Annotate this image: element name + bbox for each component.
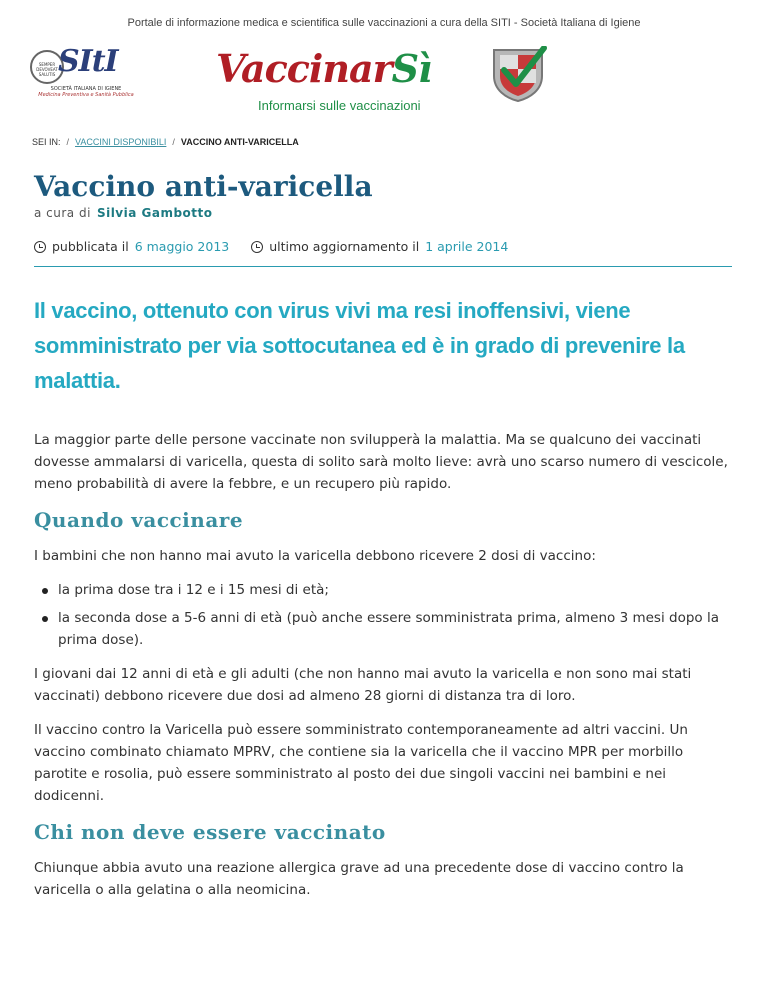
paragraph: Il vaccino contro la Varicella può essere somministrato contemporaneamente ad altri vaccini. Un vaccino combinato chiamato MPRV, che contiene sia la varicella che il vaccino MPR per morbillo parotite e rosolia, può essere somministrato al posto dei due singoli vaccini nei bambini e nei dodicenni. bbox=[34, 722, 688, 804]
siti-seal-icon: SEMPER DEVOVEAT SALUTIS bbox=[30, 50, 64, 84]
article-lead: Il vaccino, ottenuto con virus vivi ma resi inoffensivi, viene somministrato per via sottocutanea ed è in grado di prevenire la malattia. bbox=[34, 298, 685, 393]
dose-list bbox=[34, 579, 732, 651]
clock-icon bbox=[251, 241, 263, 253]
updated-info: ultimo aggiornamento il 1 aprile 2014 bbox=[251, 239, 508, 254]
siti-logo-subtitle: SOCIETÀ ITALIANA DI IGIENE Medicina Preventiva e Sanità Pubblica bbox=[38, 86, 134, 98]
article-body bbox=[34, 429, 732, 913]
vaccinarsi-logo[interactable] bbox=[216, 46, 556, 116]
section-heading-quando: Quando vaccinare bbox=[34, 508, 244, 532]
paragraph: I bambini che non hanno mai avuto la varicella debbono ricevere 2 dosi di vaccino: bbox=[34, 548, 596, 564]
updated-date: 1 aprile 2014 bbox=[425, 239, 509, 254]
siti-logo-mark: SItI bbox=[58, 44, 118, 79]
brand-tagline: Informarsi sulle vaccinazioni bbox=[258, 98, 421, 113]
paragraph: I giovani dai 12 anni di età e gli adulti (che non hanno mai avuto la varicella e non sono mai stati vaccinati) debbono ricevere due dosi ad almeno 28 giorni di distanza tra di loro. bbox=[34, 666, 692, 704]
published-date: 6 maggio 2013 bbox=[134, 239, 230, 254]
paragraph: Chiunque abbia avuto una reazione allergica grave ad una precedente dose di vaccino contro la varicella o alla gelatina o alla neomicina. bbox=[34, 860, 684, 898]
breadcrumb: SEI IN: / VACCINI DISPONIBILI / VACCINO ANTI-VARICELLA bbox=[32, 137, 299, 147]
article-meta bbox=[34, 239, 508, 254]
byline: a cura di Silvia Gambotto bbox=[34, 206, 213, 220]
breadcrumb-link-vaccini[interactable]: VACCINI DISPONIBILI bbox=[75, 137, 167, 147]
page-title: Vaccino anti-varicella bbox=[34, 170, 373, 203]
clock-icon bbox=[34, 241, 46, 253]
list-item: la seconda dose a 5-6 anni di età (può anche essere somministrata prima, almeno 3 mesi dopo la prima dose). bbox=[34, 607, 732, 651]
brand-name: VaccinarSì bbox=[216, 46, 432, 91]
list-item: la prima dose tra i 12 e i 15 mesi di età; bbox=[34, 579, 732, 601]
siti-logo[interactable] bbox=[30, 44, 134, 102]
divider bbox=[34, 266, 732, 267]
intro-paragraph: La maggior parte delle persone vaccinate non svilupperà la malattia. Ma se qualcuno dei vaccinati dovesse ammalarsi di varicella, questa di solito sarà molto lieve: avrà uno scarso numero di vescicole, meno probabilità di avere la febbre, e un recupero più rapido. bbox=[34, 432, 728, 492]
author-link[interactable]: Silvia Gambotto bbox=[96, 206, 213, 220]
shield-check-icon bbox=[486, 46, 550, 102]
published-info: pubblicata il 6 maggio 2013 bbox=[34, 239, 229, 254]
section-heading-chi-non: Chi non deve essere vaccinato bbox=[34, 820, 386, 844]
site-tagline: Portale di informazione medica e scientifica sulle vaccinazioni a cura della SITI - Società Italiana di Igiene bbox=[127, 17, 641, 29]
breadcrumb-current: VACCINO ANTI-VARICELLA bbox=[180, 137, 299, 147]
breadcrumb-prefix: SEI IN: bbox=[32, 137, 61, 147]
